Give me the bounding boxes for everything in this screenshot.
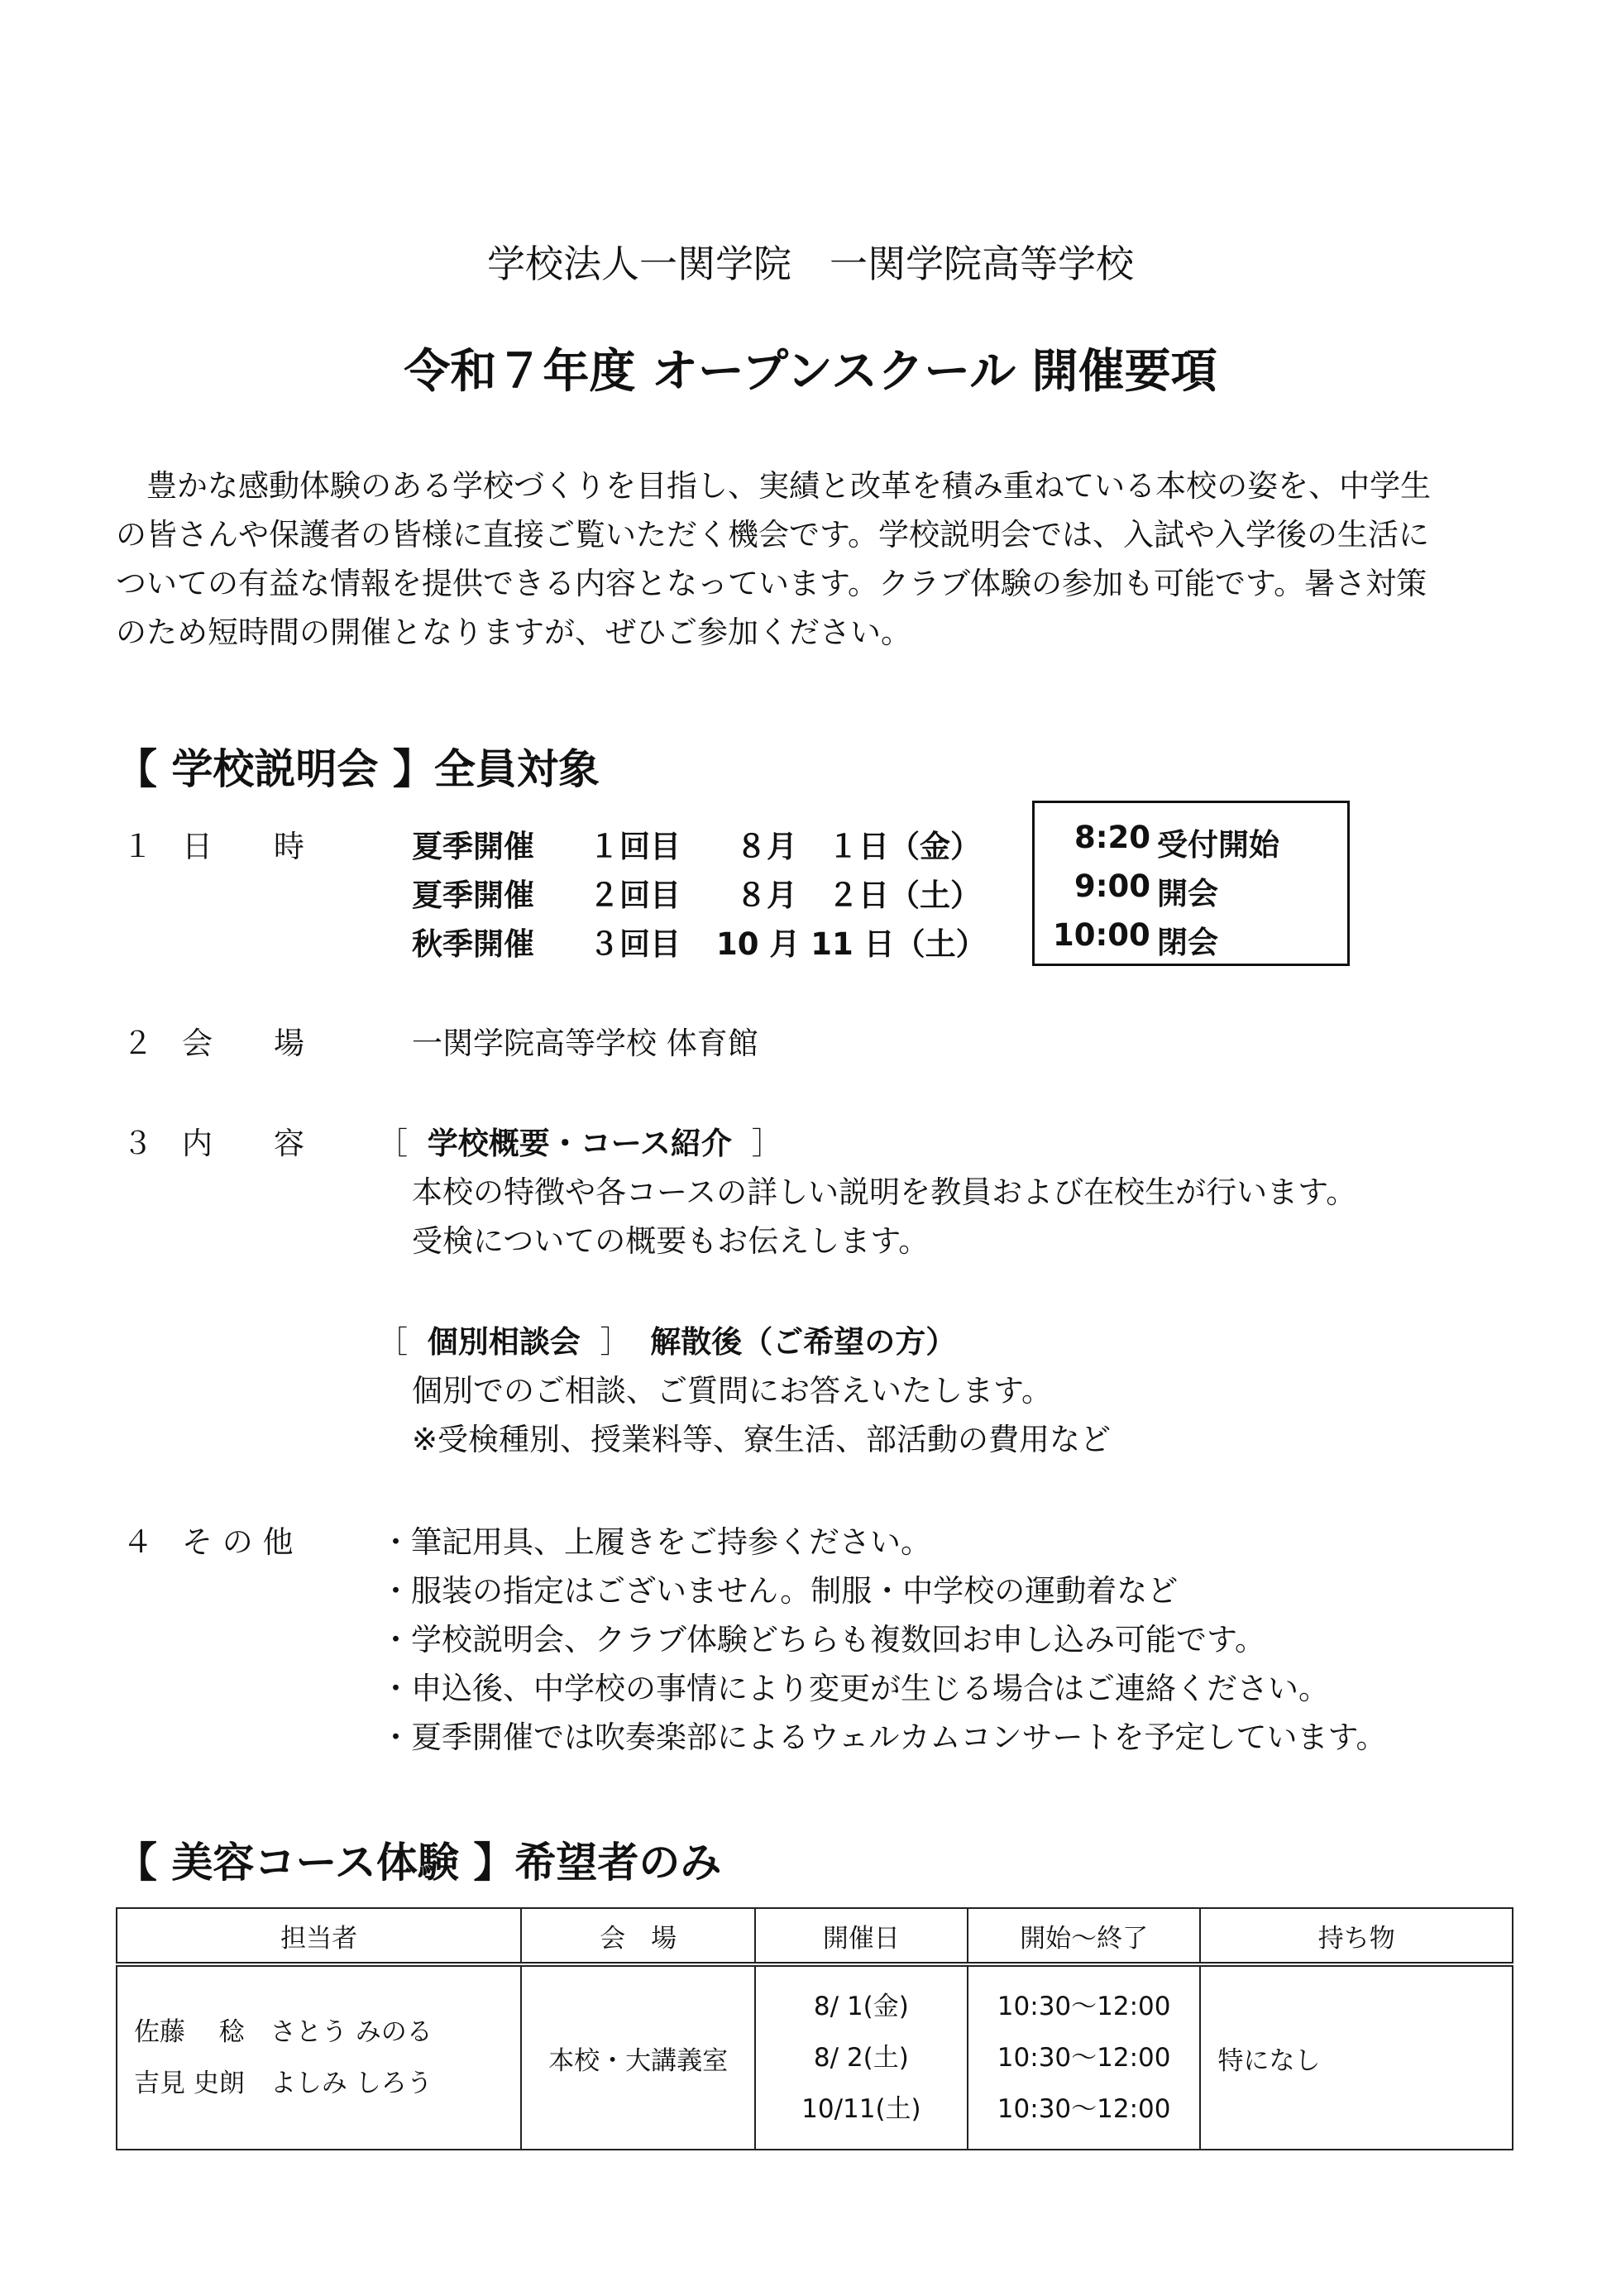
content-block2-title: 個別相談会 [427, 1324, 581, 1360]
event-date: 8/ 2(土) [813, 2043, 909, 2073]
item-number: ４ [122, 1524, 153, 1560]
time-event: 受付開始 [1157, 827, 1279, 863]
schedule-season: 夏季開催 [412, 878, 534, 913]
staff-name: 吉見 史朗 よしみ しろう [134, 2069, 433, 2098]
schedule-date: ８月 ２日（土） [736, 878, 981, 913]
staff-cell [117, 1964, 521, 2150]
item-number: １ [122, 829, 153, 864]
time-value: 9:00 [1074, 868, 1151, 904]
time-box [1032, 801, 1350, 966]
content-block1-title: 学校概要・コース紹介 [427, 1126, 732, 1161]
briefing-heading: 【 学校説明会 】全員対象 [116, 745, 600, 793]
item-label-others: そ の 他 [182, 1524, 294, 1560]
times-cell [968, 1964, 1201, 2150]
column-header-venue: 会 場 [521, 1908, 755, 1964]
content-line: 受検についての概要もお伝えします。 [412, 1223, 930, 1259]
schedule-round: ２回目 [589, 878, 681, 913]
schedule-date: 10 月 11 日（土） [716, 926, 987, 962]
venue-cell: 本校・大講義室 [521, 1964, 755, 2150]
time-value: 10:00 [1053, 917, 1150, 953]
event-date: 8/ 1(金) [813, 1992, 909, 2021]
event-date: 10/11(土) [801, 2094, 921, 2124]
time-event: 閉会 [1157, 925, 1218, 960]
content-line: 個別でのご相談、ご質問にお答えいたします。 [412, 1373, 1053, 1409]
content-block1-heading [377, 1118, 782, 1163]
column-header-items: 持ち物 [1200, 1908, 1513, 1964]
beauty-course-table [116, 1907, 1513, 2150]
schedule-date: ８月 １日（金） [736, 829, 981, 864]
event-time: 10:30～12:00 [997, 2094, 1171, 2124]
beauty-heading: 【 美容コース体験 】希望者のみ [116, 1839, 722, 1887]
bracket-open: ［ [377, 1324, 408, 1360]
content-block2-suffix: 解散後（ご希望の方） [650, 1324, 957, 1360]
event-time: 10:30～12:00 [997, 2043, 1171, 2073]
intro-line: のため短時間の開催となりますが、ぜひご参加ください。 [116, 615, 911, 650]
others-line: ・服装の指定はございません。制服・中学校の運動着など [380, 1573, 1179, 1609]
others-line: ・申込後、中学校の事情により変更が生じる場合はご連絡ください。 [380, 1671, 1329, 1706]
intro-paragraph [116, 462, 1522, 657]
bracket-open: ［ [377, 1126, 408, 1161]
dates-cell [755, 1964, 968, 2150]
column-header-staff: 担当者 [117, 1908, 521, 1964]
content-line: 本校の特徴や各コースの詳しい説明を教員および在校生が行います。 [412, 1174, 1357, 1210]
others-line: ・夏季開催では吹奏楽部によるウェルカムコンサートを予定しています。 [380, 1720, 1387, 1755]
event-time: 10:30～12:00 [997, 1992, 1171, 2021]
column-header-date: 開催日 [755, 1908, 968, 1964]
table-row [117, 1964, 1513, 2150]
intro-line: ついての有益な情報を提供できる内容となっています。クラブ体験の参加も可能です。暑さ対策 [116, 566, 1427, 601]
items-cell: 特になし [1200, 1964, 1513, 2150]
schedule-round: １回目 [589, 829, 681, 864]
time-event: 開会 [1157, 876, 1218, 911]
time-value: 8:20 [1074, 820, 1151, 855]
content-block2-heading [377, 1317, 956, 1361]
schedule-round: ３回目 [589, 926, 681, 962]
table-header-row [117, 1908, 1513, 1964]
item-number: ２ [122, 1026, 153, 1061]
others-line: ・筆記用具、上履きをご持参ください。 [380, 1524, 931, 1560]
item-label-datetime: 日 時 [182, 829, 304, 864]
schedule-season: 夏季開催 [412, 829, 534, 864]
content-line: ※受検種別、授業料等、寮生活、部活動の費用など [412, 1422, 1112, 1457]
item-label-content: 内 容 [182, 1126, 304, 1161]
item-label-venue: 会 場 [182, 1026, 304, 1061]
school-name: 学校法人一関学院 一関学院高等学校 [487, 242, 1134, 286]
intro-line: の皆さんや保護者の皆様に直接ご覧いただく機会です。学校説明会では、入試や入学後の生活に [116, 517, 1430, 552]
bracket-close: ］ [751, 1126, 782, 1161]
others-line: ・学校説明会、クラブ体験どちらも複数回お申し込み可能です。 [380, 1622, 1266, 1657]
page-title: 令和７年度 オープンスクール 開催要項 [404, 345, 1217, 399]
column-header-time: 開始～終了 [968, 1908, 1201, 1964]
staff-name: 佐藤 稔 さとう みのる [134, 2017, 433, 2047]
schedule-season: 秋季開催 [412, 926, 534, 962]
venue-value: 一関学院高等学校 体育館 [412, 1026, 758, 1061]
bracket-close: ］ [600, 1324, 631, 1360]
item-number: ３ [122, 1126, 153, 1161]
intro-line: 豊かな感動体験のある学校づくりを目指し、実績と改革を積み重ねている本校の姿を、中学生 [116, 468, 1432, 504]
